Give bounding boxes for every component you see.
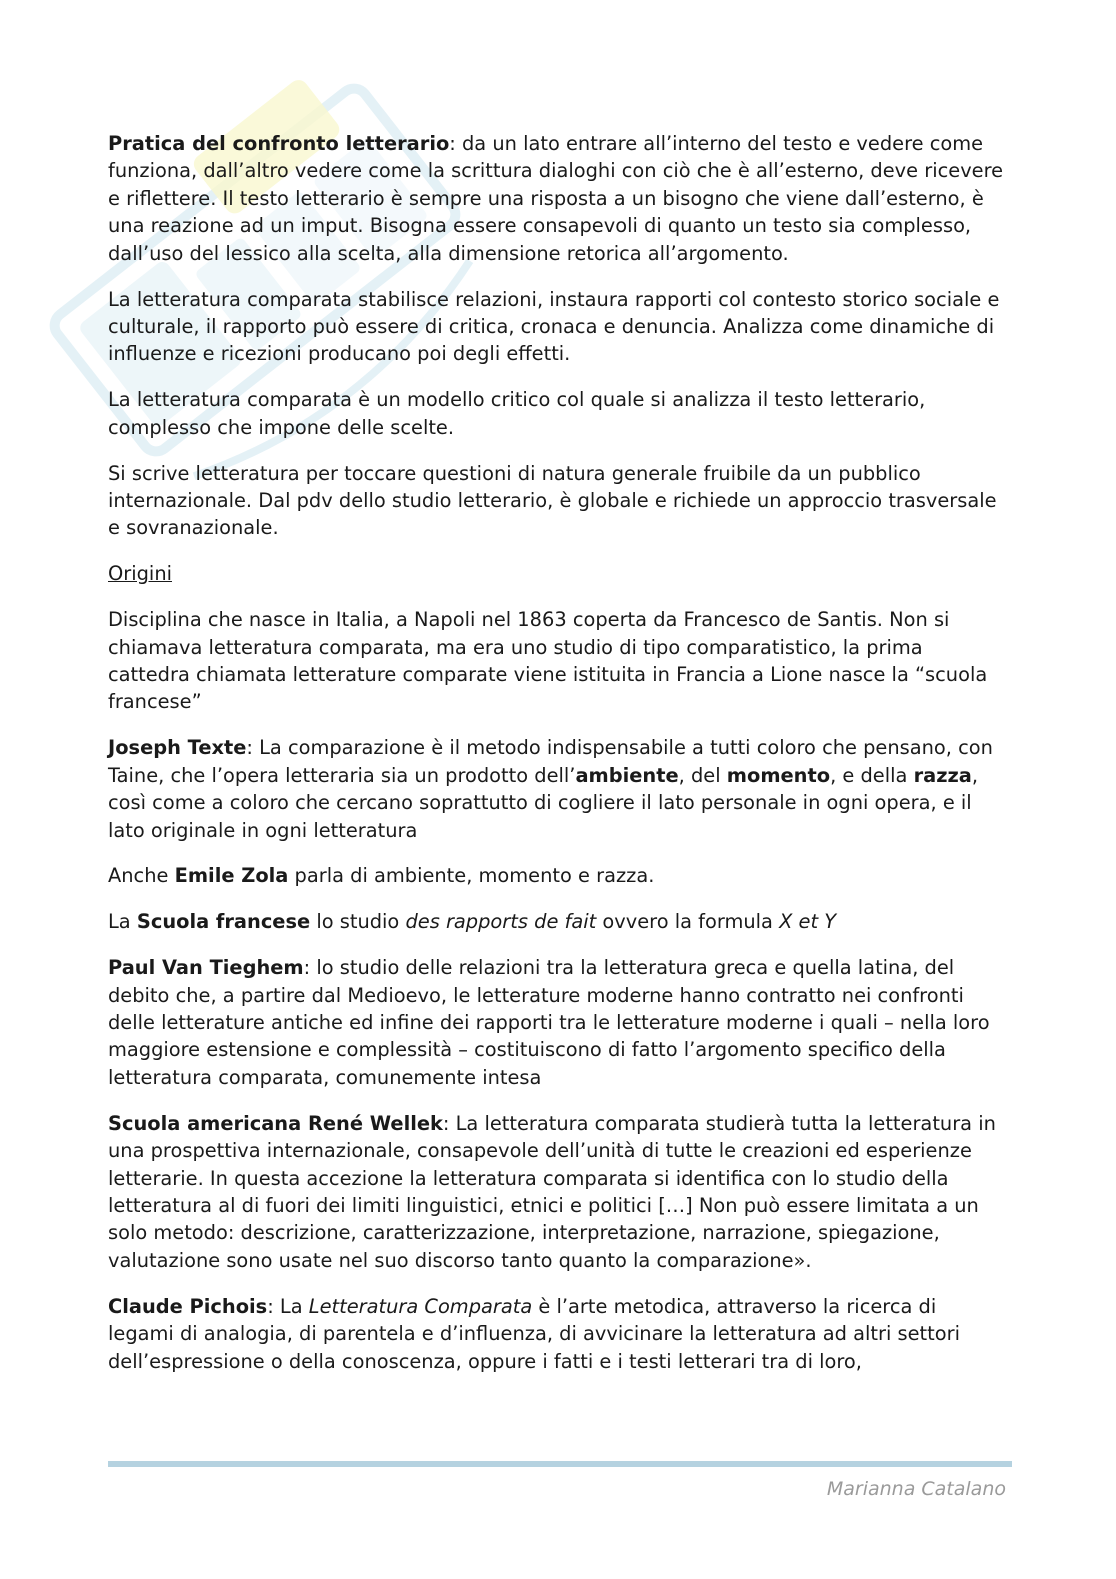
paragraph-modello-critico: La letteratura comparata è un modello critico col quale si analizza il testo letterario, complesso che impone delle scelte. <box>108 388 926 439</box>
footer-divider <box>108 1461 1012 1467</box>
paragraph-natura-generale: Si scrive letteratura per toccare questioni di natura generale fruibile da un pubblico internazionale. Dal pdv dello studio letterario, è globale e richiede un approccio trasversale e sovranazionale. <box>108 461 997 540</box>
paragraph-pratica: Pratica del confronto letterario: da un lato entrare all’interno del testo e vedere come funziona, dall’altro vedere come la scrittura dialoghi con ciò che è all’esterno, deve ricevere e riflettere. Il testo letterario è sempre una risposta a un bisogno che viene dall’esterno, è una reazione ad un imput. Bisogna essere consapevoli di quanto un testo sia complesso, dall’uso del lessico alla scelta, alla dimensione retorica all’argomento. <box>108 132 1004 265</box>
footer-author: Marianna Catalano <box>826 1478 1006 1500</box>
term-pratica: Pratica del confronto letterario <box>108 132 450 155</box>
paragraph-disciplina: Disciplina che nasce in Italia, a Napoli nel 1863 coperta da Francesco de Santis. Non si chiamava letteratura comparata, ma era uno studio di tipo comparatistico, la prima cattedra chiamata letterature comparate viene istituita in Francia a Lione nasce la “scuola francese” <box>108 608 988 714</box>
paragraph-claude-pichois: Claude Pichois: La Letteratura Comparata è l’arte metodica, attraverso la ricerca di legami di analogia, di parentela e d’influenza, di avvicinare la letteratura ad altri settori dell’espressione o della conoscenza, oppure i fatti e i testi letterari tra di loro, <box>108 1294 960 1373</box>
document-body <box>108 130 1008 1393</box>
paragraph-joseph-texte: Joseph Texte: La comparazione è il metodo indispensabile a tutti coloro che pensano, con Taine, che l’opera letteraria sia un prodotto dell’ambiente, del momento, e della razza, così come a coloro che cercano soprattutto di cogliere il lato personale in ogni opera, e il lato originale in ogni letteratura <box>108 736 993 842</box>
paragraph-van-tieghem: Paul Van Tieghem: lo studio delle relazioni tra la letteratura greca e quella latina, del debito che, a partire dal Medioevo, le letterature moderne hanno contratto nei confronti delle letterature antiche ed infine dei rapporti tra le letterature moderne i quali – nella loro maggiore estensione e complessità – costituiscono di fatto l’argomento specifico della letteratura comparata, comunemente intesa <box>108 956 990 1089</box>
section-heading-origini: Origini <box>108 562 172 586</box>
paragraph-emile-zola: Anche Emile Zola parla di ambiente, momento e razza. <box>108 864 655 888</box>
paragraph-relazioni: La letteratura comparata stabilisce relazioni, instaura rapporti col contesto storico sociale e culturale, il rapporto può essere di critica, cronaca e denuncia. Analizza come dinamiche di influenze e ricezioni producano poi degli effetti. <box>108 287 1000 366</box>
paragraph-scuola-francese: La Scuola francese lo studio des rapports de fait ovvero la formula X et Y <box>108 910 837 934</box>
paragraph-scuola-americana: Scuola americana René Wellek: La letteratura comparata studierà tutta la letteratura in una prospettiva internazionale, consapevole dell’unità di tutte le creazioni ed esperienze letterarie. In questa accezione la letteratura comparata si identifica con lo studio della letteratura al di fuori dei limiti linguistici, etnici e politici […] Non può essere limitata a un solo metodo: descrizione, caratterizzazione, interpretazione, narrazione, spiegazione, valutazione sono usate nel suo discorso tanto quanto la comparazione». <box>108 1111 996 1272</box>
